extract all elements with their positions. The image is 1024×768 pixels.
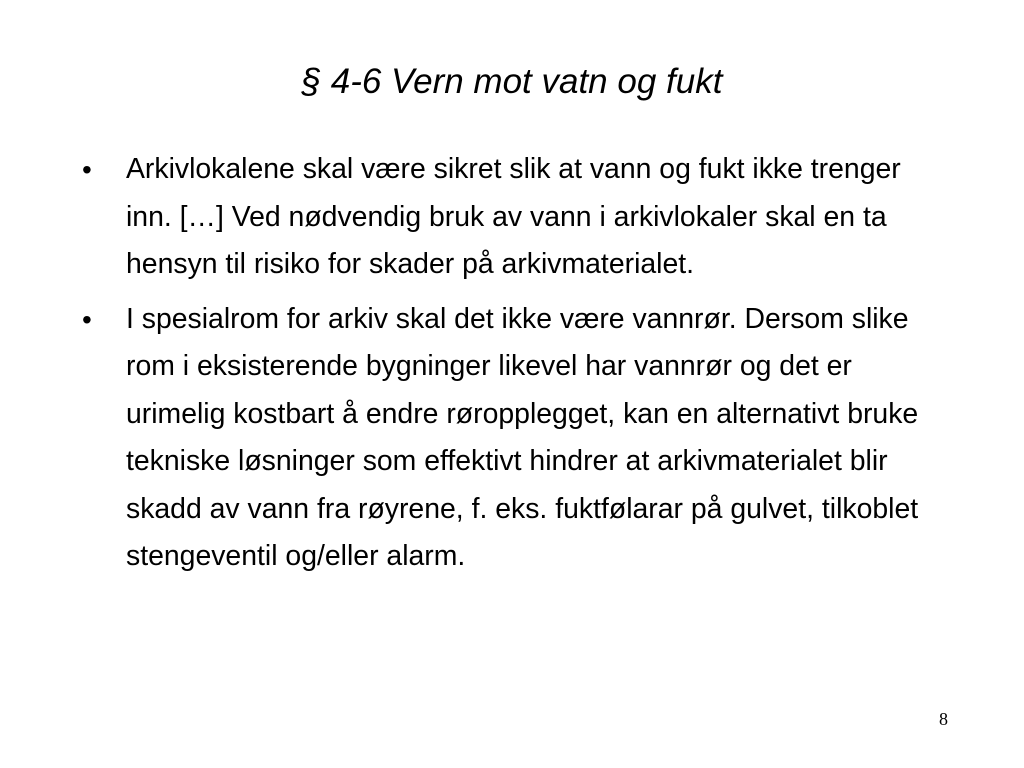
bullet-icon: • (82, 303, 92, 335)
bullet-text: I spesialrom for arkiv skal det ikke være vannrør. Dersom slike rom i eksisterende bygninger likevel har vannrør og det er urimelig kostbart å endre røropplegget, kan en alternativt bruke tekniske løsninger som effektivt hindrer at arkivmaterialet blir skadd av vann fra røyrene, f. eks. fuktfølarar på gulvet, tilkoblet stengeventil og/eller alarm. (126, 302, 919, 572)
page-number: 8 (939, 709, 948, 729)
bullet-item (82, 146, 952, 289)
bullet-item (82, 296, 952, 581)
bullet-icon: • (82, 154, 92, 185)
bullet-text: Arkivlokalene skal være sikret slik at vann og fukt ikke trenger inn. […] Ved nødvendig bruk av vann i arkivlokaler skal en ta hensyn til risiko for skader på arkivmaterialet. (126, 153, 901, 280)
bullet-list (82, 146, 952, 588)
slide-title: § 4-6 Vern mot vatn og fukt (301, 62, 723, 101)
